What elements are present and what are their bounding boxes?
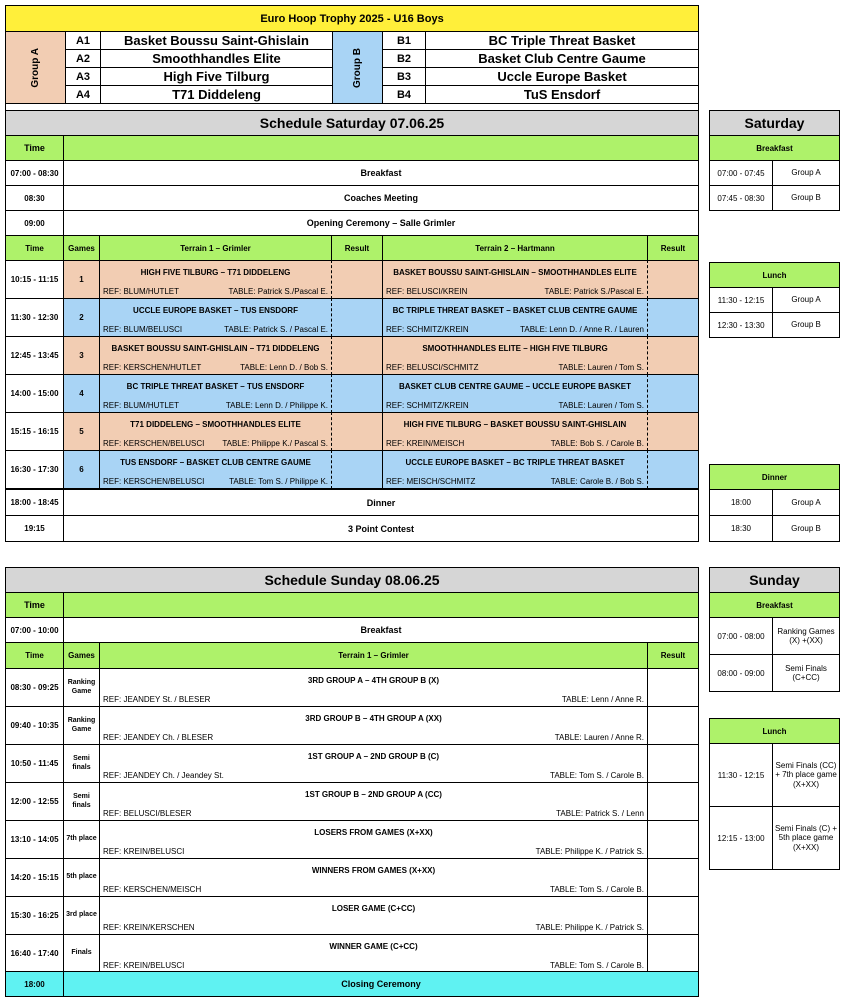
saturday-pre-event: Coaches Meeting [63, 185, 699, 211]
side-group: Semi Finals (C) + 5th place game (X+XX) [772, 806, 840, 870]
table-officials: TABLE: Lauren / Anne R. [554, 733, 644, 742]
team-name: Basket Boussu Saint-Ghislain [100, 31, 333, 50]
referees: REF: SCHMITZ/KREIN [386, 401, 469, 410]
match-title: WINNER GAME (C+CC) [329, 942, 418, 951]
side-group: Group B [772, 185, 840, 211]
terrain1-match-cell [99, 298, 332, 337]
game-number: 4 [63, 374, 100, 413]
result-cell-2 [647, 260, 699, 299]
match-title: LOSER GAME (C+CC) [331, 904, 416, 913]
result-cell-2 [647, 450, 699, 489]
referees: REF: KREIN/MEISCH [386, 439, 465, 448]
result-cell [647, 858, 699, 897]
team-code: A2 [65, 49, 101, 68]
terrain1-match-cell [99, 336, 332, 375]
referees: REF: KERSCHEN/BELUSCI [103, 439, 205, 448]
saturday-pre-time: 07:00 - 08:30 [5, 160, 64, 186]
match-cell [99, 744, 648, 783]
game-time: 16:30 - 17:30 [5, 450, 64, 489]
sat-dinner-label: Dinner [709, 464, 840, 490]
match-title: BC TRIPLE THREAT BASKET – BASKET CLUB CENTRE GAUME [392, 306, 638, 315]
match-title: HIGH FIVE TILBURG – T71 DIDDELENG [140, 268, 291, 277]
referees: REF: KERSCHEN/MEISCH [103, 885, 202, 894]
side-time: 08:00 - 09:00 [709, 654, 773, 692]
table-officials: TABLE: Tom S. / Carole B. [550, 885, 644, 894]
side-group: Group B [772, 312, 840, 338]
game-time: 16:40 - 17:40 [5, 934, 64, 973]
terrain2-match-cell [382, 336, 648, 375]
sat-head-result2: Result [647, 235, 699, 261]
match-cell [99, 858, 648, 897]
result-cell [647, 934, 699, 973]
result-cell-2 [647, 374, 699, 413]
table-officials: TABLE: Bob S. / Carole B. [550, 439, 644, 448]
match-cell [99, 706, 648, 745]
table-officials: TABLE: Lenn D. / Bob S. [240, 363, 328, 372]
game-stage: Semi finals [63, 744, 100, 783]
saturday-post-event: Dinner [63, 489, 699, 516]
terrain2-match-cell [382, 450, 648, 489]
saturday-header-fill [63, 135, 699, 161]
side-time: 18:00 [709, 489, 773, 516]
referees: REF: KREIN/BELUSCI [103, 961, 185, 970]
match-title: 1ST GROUP A – 2ND GROUP B (C) [307, 752, 440, 761]
side-time: 12:15 - 13:00 [709, 806, 773, 870]
side-group: Ranking Games (X) +(XX) [772, 617, 840, 655]
referees: REF: JEANDEY Ch. / BLESER [103, 733, 214, 742]
game-number: 2 [63, 298, 100, 337]
match-title: UCCLE EUROPE BASKET – TUS ENSDORF [133, 306, 298, 315]
page-title: Euro Hoop Trophy 2025 - U16 Boys [5, 5, 699, 32]
table-officials: TABLE: Patrick S./Pascal E. [544, 287, 644, 296]
terrain2-match-cell [382, 260, 648, 299]
game-stage: Ranking Game [63, 706, 100, 745]
team-code: A1 [65, 31, 101, 50]
sun-head-result: Result [647, 642, 699, 669]
closing-event: Closing Ceremony [63, 971, 699, 997]
match-cell [99, 896, 648, 935]
referees: REF: KERSCHEN/BELUSCI [103, 477, 205, 486]
referees: REF: KREIN/KERSCHEN [103, 923, 195, 932]
game-time: 14:20 - 15:15 [5, 858, 64, 897]
team-code: B1 [382, 31, 426, 50]
result-cell [647, 820, 699, 859]
game-time: 15:30 - 16:25 [5, 896, 64, 935]
sunday-breakfast-time: 07:00 - 10:00 [5, 617, 64, 643]
sun-lunch-label: Lunch [709, 718, 840, 744]
group-a-label-cell [5, 31, 66, 104]
referees: REF: BLUM/HUTLET [103, 287, 180, 296]
team-code: B4 [382, 85, 426, 104]
match-title: BC TRIPLE THREAT BASKET – TUS ENSDORF [126, 382, 305, 391]
game-time: 08:30 - 09:25 [5, 668, 64, 707]
match-title: BASKET BOUSSU SAINT-GHISLAIN – T71 DIDDELENG [111, 344, 320, 353]
table-officials: TABLE: Patrick S./Pascal E. [228, 287, 328, 296]
referees: REF: KREIN/BELUSCI [103, 847, 185, 856]
result-cell [647, 668, 699, 707]
result-cell [647, 744, 699, 783]
team-name: Smoothhandles Elite [100, 49, 333, 68]
result-cell-2 [647, 412, 699, 451]
sunday-side-title: Sunday [709, 567, 840, 593]
result-cell-1 [331, 298, 383, 337]
result-cell-1 [331, 450, 383, 489]
match-cell [99, 820, 648, 859]
referees: REF: JEANDEY Ch. / Jeandey St. [103, 771, 224, 780]
game-stage: 7th place [63, 820, 100, 859]
game-time: 09:40 - 10:35 [5, 706, 64, 745]
side-time: 18:30 [709, 515, 773, 542]
referees: REF: BLUM/HUTLET [103, 401, 180, 410]
terrain2-match-cell [382, 298, 648, 337]
saturday-post-time: 19:15 [5, 515, 64, 542]
result-cell-1 [331, 336, 383, 375]
team-name: Basket Club Centre Gaume [425, 49, 699, 68]
team-name: High Five Tilburg [100, 67, 333, 86]
group-a-label: Group A [30, 47, 41, 88]
table-officials: TABLE: Patrick S. / Lenn [556, 809, 644, 818]
game-number: 1 [63, 260, 100, 299]
group-b-label-cell [332, 31, 383, 104]
sunday-time-header: Time [5, 592, 64, 618]
game-time: 15:15 - 16:15 [5, 412, 64, 451]
sunday-header-fill [63, 592, 699, 618]
team-name: TuS Ensdorf [425, 85, 699, 104]
game-number: 5 [63, 412, 100, 451]
game-time: 13:10 - 14:05 [5, 820, 64, 859]
match-title: UCCLE EUROPE BASKET – BC TRIPLE THREAT BASKET [405, 458, 625, 467]
terrain1-match-cell [99, 412, 332, 451]
game-time: 14:00 - 15:00 [5, 374, 64, 413]
match-cell [99, 782, 648, 821]
game-time: 12:45 - 13:45 [5, 336, 64, 375]
sun-head-games: Games [63, 642, 100, 669]
saturday-pre-time: 09:00 [5, 210, 64, 236]
result-cell-1 [331, 412, 383, 451]
result-cell-1 [331, 260, 383, 299]
team-code: B3 [382, 67, 426, 86]
closing-time: 18:00 [5, 971, 64, 997]
team-name: T71 Diddeleng [100, 85, 333, 104]
table-officials: TABLE: Tom S. / Carole B. [550, 961, 644, 970]
game-stage: Finals [63, 934, 100, 973]
side-group: Group B [772, 515, 840, 542]
sun-head-time: Time [5, 642, 64, 669]
match-title: BASKET BOUSSU SAINT-GHISLAIN – SMOOTHHANDLES ELITE [393, 268, 637, 277]
team-code: A3 [65, 67, 101, 86]
side-time: 07:45 - 08:30 [709, 185, 773, 211]
result-cell-2 [647, 298, 699, 337]
side-group: Group A [772, 489, 840, 516]
terrain2-match-cell [382, 412, 648, 451]
sunday-title: Schedule Sunday 08.06.25 [5, 567, 699, 593]
side-group: Group A [772, 287, 840, 313]
table-officials: TABLE: Lenn D. / Philippe K. [225, 401, 328, 410]
table-officials: TABLE: Philippe K. / Patrick S. [535, 923, 644, 932]
saturday-pre-time: 08:30 [5, 185, 64, 211]
terrain1-match-cell [99, 450, 332, 489]
team-code: A4 [65, 85, 101, 104]
match-title: HIGH FIVE TILBURG – BASKET BOUSSU SAINT-GHISLAIN [403, 420, 627, 429]
game-number: 3 [63, 336, 100, 375]
result-cell [647, 896, 699, 935]
sun-head-terrain1: Terrain 1 – Grimler [99, 642, 648, 669]
table-officials: TABLE: Lenn / Anne R. [561, 695, 644, 704]
table-officials: TABLE: Carole B. / Bob S. [550, 477, 644, 486]
match-title: 1ST GROUP B – 2ND GROUP A (CC) [305, 790, 442, 799]
terrain2-match-cell [382, 374, 648, 413]
table-officials: TABLE: Tom S. / Carole B. [550, 771, 644, 780]
side-time: 07:00 - 07:45 [709, 160, 773, 186]
side-time: 11:30 - 12:15 [709, 287, 773, 313]
game-stage: Semi finals [63, 782, 100, 821]
sat-head-time: Time [5, 235, 64, 261]
game-stage: 5th place [63, 858, 100, 897]
game-time: 11:30 - 12:30 [5, 298, 64, 337]
table-officials: TABLE: Philippe K. / Patrick S. [535, 847, 644, 856]
table-officials: TABLE: Lauren / Tom S. [558, 363, 644, 372]
table-officials: TABLE: Patrick S. / Pascal E. [224, 325, 328, 334]
result-cell-1 [331, 374, 383, 413]
team-name: Uccle Europe Basket [425, 67, 699, 86]
side-time: 12:30 - 13:30 [709, 312, 773, 338]
game-stage: Ranking Game [63, 668, 100, 707]
team-code: B2 [382, 49, 426, 68]
referees: REF: KERSCHEN/HUTLET [103, 363, 202, 372]
saturday-post-event: 3 Point Contest [63, 515, 699, 542]
match-cell [99, 668, 648, 707]
match-title: 3RD GROUP B – 4TH GROUP A (XX) [305, 714, 442, 723]
side-group: Semi Finals (C+CC) [772, 654, 840, 692]
sat-head-games: Games [63, 235, 100, 261]
match-title: 3RD GROUP A – 4TH GROUP B (X) [307, 676, 440, 685]
referees: REF: BELUSCI/KREIN [386, 287, 468, 296]
saturday-pre-event: Breakfast [63, 160, 699, 186]
terrain1-match-cell [99, 374, 332, 413]
referees: REF: BLUM/BELUSCI [103, 325, 183, 334]
game-number: 6 [63, 450, 100, 489]
saturday-post-time: 18:00 - 18:45 [5, 489, 64, 516]
saturday-side-title: Saturday [709, 110, 840, 136]
match-title: SMOOTHHANDLES ELITE – HIGH FIVE TILBURG [422, 344, 608, 353]
sat-breakfast-label: Breakfast [709, 135, 840, 161]
terrain1-match-cell [99, 260, 332, 299]
sunday-breakfast-event: Breakfast [63, 617, 699, 643]
game-time: 10:50 - 11:45 [5, 744, 64, 783]
match-cell [99, 934, 648, 973]
saturday-pre-event: Opening Ceremony – Salle Grimler [63, 210, 699, 236]
saturday-title: Schedule Saturday 07.06.25 [5, 110, 699, 136]
referees: REF: BELUSCI/SCHMITZ [386, 363, 479, 372]
match-title: T71 DIDDELENG – SMOOTHHANDLES ELITE [130, 420, 301, 429]
referees: REF: MEISCH/SCHMITZ [386, 477, 476, 486]
match-title: WINNERS FROM GAMES (X+XX) [311, 866, 436, 875]
side-group: Group A [772, 160, 840, 186]
sat-head-terrain2: Terrain 2 – Hartmann [382, 235, 648, 261]
match-title: LOSERS FROM GAMES (X+XX) [314, 828, 433, 837]
sat-head-result1: Result [331, 235, 383, 261]
side-group: Semi Finals (CC) + 7th place game (X+XX) [772, 743, 840, 807]
game-stage: 3rd place [63, 896, 100, 935]
game-time: 10:15 - 11:15 [5, 260, 64, 299]
result-cell-2 [647, 336, 699, 375]
match-title: BASKET CLUB CENTRE GAUME – UCCLE EUROPE BASKET [398, 382, 631, 391]
side-time: 07:00 - 08:00 [709, 617, 773, 655]
referees: REF: BELUSCI/BLESER [103, 809, 192, 818]
referees: REF: SCHMITZ/KREIN [386, 325, 469, 334]
group-b-label: Group B [352, 47, 363, 88]
table-officials: TABLE: Lauren / Tom S. [558, 401, 644, 410]
result-cell [647, 706, 699, 745]
sat-head-terrain1: Terrain 1 – Grimler [99, 235, 332, 261]
sun-breakfast-label: Breakfast [709, 592, 840, 618]
sat-lunch-label: Lunch [709, 262, 840, 288]
game-time: 12:00 - 12:55 [5, 782, 64, 821]
saturday-time-header: Time [5, 135, 64, 161]
result-cell [647, 782, 699, 821]
side-time: 11:30 - 12:15 [709, 743, 773, 807]
referees: REF: JEANDEY St. / BLESER [103, 695, 211, 704]
team-name: BC Triple Threat Basket [425, 31, 699, 50]
table-officials: TABLE: Tom S. / Philippe K. [229, 477, 328, 486]
match-title: TUS ENSDORF – BASKET CLUB CENTRE GAUME [120, 458, 311, 467]
table-officials: TABLE: Philippe K./ Pascal S. [222, 439, 328, 448]
table-officials: TABLE: Lenn D. / Anne R. / Lauren [520, 325, 644, 334]
